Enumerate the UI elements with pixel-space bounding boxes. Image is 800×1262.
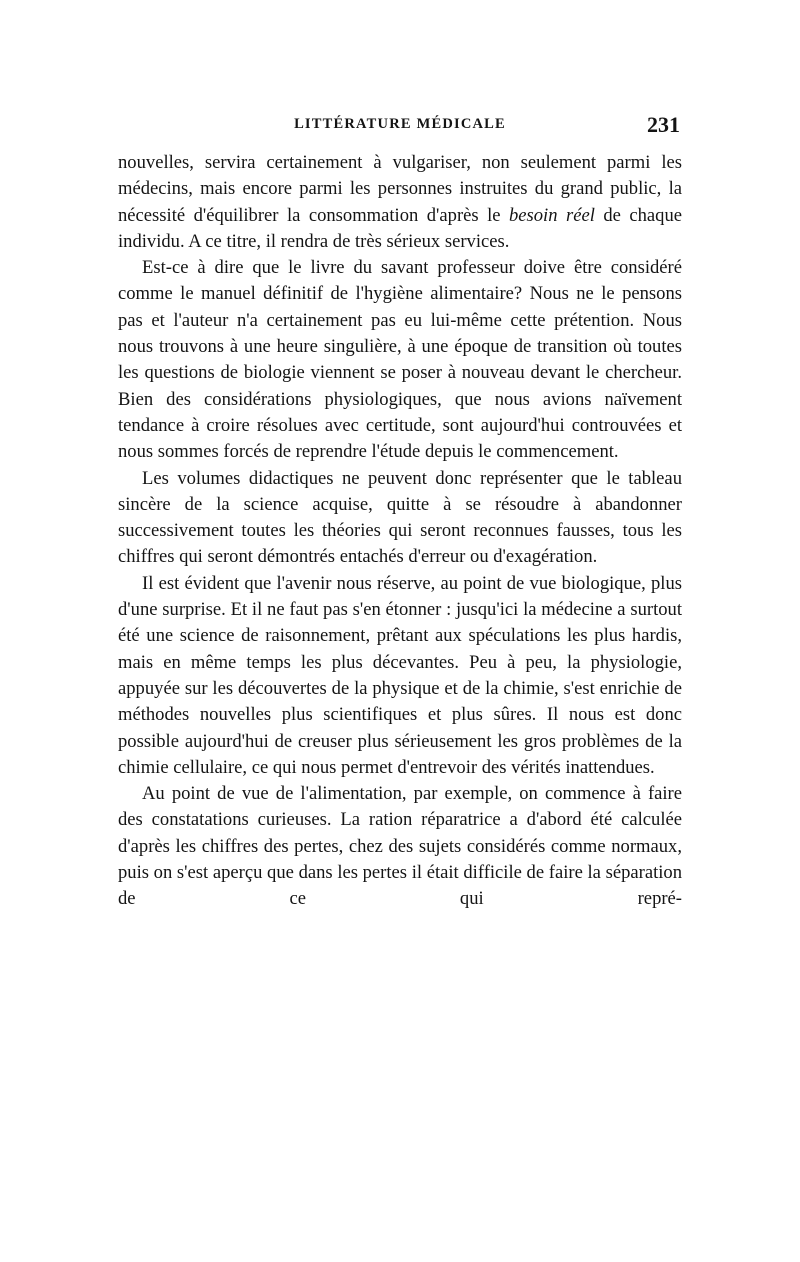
- paragraph-5: Au point de vue de l'alimentation, par exemple, on commence à faire des constatations curieuses. La ration réparatrice a d'abord été calculée d'après les chiffres des pertes, chez des sujets considérés comme normaux, puis on s'est aperçu que dans les pertes il était difficile de faire la séparation de ce qui repré-: [118, 783, 682, 910]
- paragraph-1-italic: besoin réel: [508, 204, 595, 226]
- paragraph-1-text-a: nouvelles, servira certainement à vulgariser, non seulement parmi les médecins, mais encore parmi les personnes instruites du grand public, la nécessité d'équilibrer la consommation d'après le: [118, 152, 682, 226]
- paragraph-4: Il est évident que l'avenir nous réserve, au point de vue biologique, plus d'une surprise. Et il ne faut pas s'en étonner : jusqu'ici la médecine a surtout été une science de raisonnement, prêtant aux spéculations les plus hardis, mais en même temps les plus décevantes. Peu à peu, la physiologie, appuyée sur les découvertes de la physique et de la chimie, s'est enrichie de méthodes nouvelles plus scientifiques et plus sûres. Il nous est donc possible aujourd'hui de creuser plus sérieusement les gros problèmes de la chimie cellulaire, ce qui nous permet d'entrevoir des vérités inattendues.: [118, 572, 682, 778]
- body-text: [118, 150, 682, 913]
- paragraph-2: Est-ce à dire que le livre du savant professeur doive être considéré comme le manuel définitif de l'hygiène alimentaire? Nous ne le pensons pas et l'auteur n'a certainement pas eu lui-même cette prétention. Nous nous trouvons à une heure singulière, à une époque de transition où toutes les questions de biologie viennent se poser à nouveau devant le chercheur. Bien des considérations physiologiques, que nous avions naïvement tendance à croire résolues avec certitude, sont aujourd'hui controuvées et nous sommes forcés de reprendre l'étude depuis le commencement.: [118, 257, 682, 463]
- running-title: LITTÉRATURE MÉDICALE: [294, 116, 506, 132]
- book-page: [118, 112, 682, 913]
- paragraph-1-text-b: de chaque individu. A ce titre, il rendra de très sérieux services.: [118, 204, 682, 252]
- paragraph-1: [118, 150, 682, 255]
- paragraph-3: Les volumes didactiques ne peuvent donc représenter que le tableau sincère de la science acquise, quitte à se résoudre à abandonner successivement toutes les théories qui seront reconnues fausses, tous les chiffres qui seront démontrés entachés d'erreur ou d'exagération.: [118, 467, 682, 568]
- page-number: 231: [647, 112, 680, 137]
- running-head: [118, 112, 682, 142]
